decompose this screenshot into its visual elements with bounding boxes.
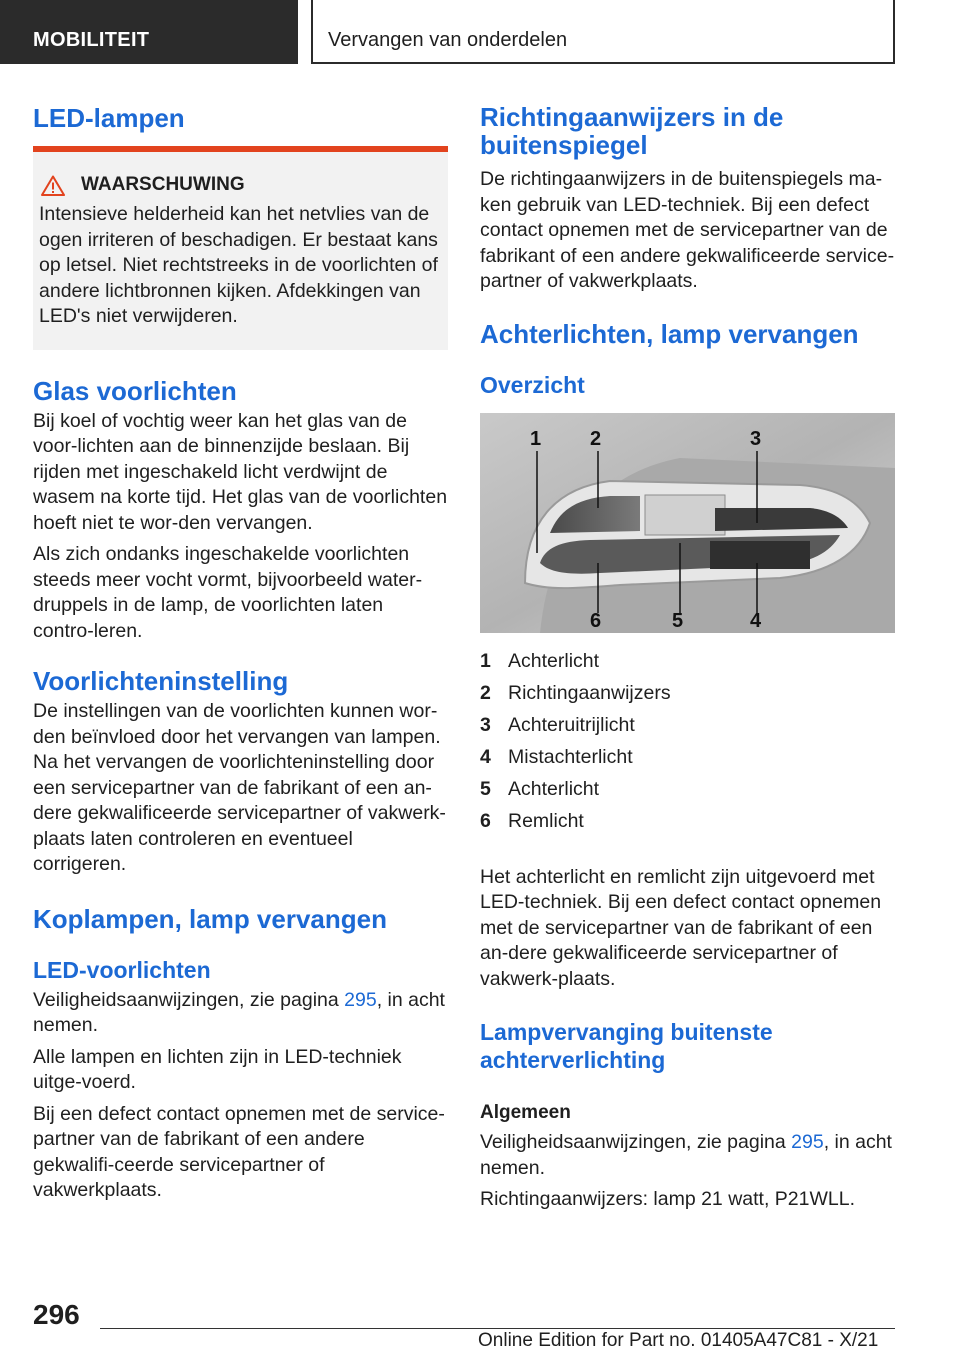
lamp-turn-signal <box>645 495 725 535</box>
legend-label: Achterlicht <box>508 649 600 672</box>
heading-achterlichten: Achterlichten, lamp vervangen <box>480 318 859 349</box>
legend-label: Richtingaanwijzers <box>508 681 671 704</box>
footer-divider <box>100 1328 895 1329</box>
safety-prefix: Veiligheidsaanwijzingen, zie pagina <box>480 1131 792 1153</box>
legend-number: 3 <box>480 713 491 736</box>
legend-item <box>480 709 895 741</box>
edition-text: Online Edition for Part no. 01405A47C81 - X/21 <box>478 1330 879 1351</box>
warning-title <box>39 174 438 196</box>
figure-legend <box>480 645 895 837</box>
right-column <box>480 100 895 1213</box>
paragraph-achterlicht: Het achterlicht en remlicht zijn uitgevoerd met LED-techniek. Bij een defect contact opnemen met de servicepartner van de fabrikant of een an-dere gekwalificeerde servicepartner of vakwerk-plaats. <box>480 865 882 990</box>
legend-label: Achteruitrijlicht <box>508 713 635 736</box>
paragraph-glas-1: Bij koel of vochtig weer kan het glas van de voor-lichten aan de binnenzijde beslaan. Bij rijden met ingeschakeld licht verdwijnt de wasem na korte tijd. Het glas van de voorlichten hoeft niet te wor-den vervangen. <box>33 409 448 534</box>
page-link-295[interactable]: 295 <box>791 1131 824 1153</box>
figure-label-2: 2 <box>590 427 602 450</box>
paragraph-glas-2: Als zich ondanks ingeschakelde voorlichten steeds meer vocht vormt, bijvoorbeeld water-druppels in de lamp, de voorlichten laten contro-leren. <box>33 543 423 642</box>
paragraph-lamp-spec: Richtingaanwijzers: lamp 21 watt, P21WLL. <box>480 1188 856 1210</box>
heading-glas-voorlichten: Glas voorlichten <box>33 375 237 406</box>
heading-led-lampen: LED-lampen <box>33 103 185 133</box>
warning-text: Intensieve helderheid kan het netvlies van de ogen irriteren of beschadigen. Er bestaat kans op letsel. Niet rechtstreeks in de voorlichten of andere lichtbronnen kijken. Afdekkingen van LED's niet verwijderen. <box>39 203 438 327</box>
warning-icon <box>41 175 65 196</box>
figure-label-6: 6 <box>590 609 602 632</box>
lamp-fog <box>710 541 810 569</box>
paragraph-instelling: De instellingen van de voorlichten kunnen wor-den beïnvloed door het vervangen van lampen. Na het vervangen de voorlichteninstelling door een servicepartner van de fabrikant of een an-dere gekwalificeerde servicepartner of vakwerk-plaats laten controleren en eventueel corrigeren. <box>33 700 446 875</box>
page-number: 296 <box>33 1299 80 1330</box>
heading-lampvervanging: Lampvervanging buitenste achterverlichting <box>480 1019 773 1073</box>
legend-item <box>480 645 895 677</box>
warning-title-text: WAARSCHUWING <box>81 174 245 195</box>
heading-richtingaanwijzers: Richtingaanwijzers in de buitenspiegel <box>480 102 784 160</box>
figure-label-4: 4 <box>750 609 762 632</box>
figure-label-3: 3 <box>750 427 762 450</box>
legend-number: 4 <box>480 745 491 768</box>
heading-algemeen: Algemeen <box>480 1102 571 1123</box>
safety-prefix: Veiligheidsaanwijzingen, zie pagina <box>33 988 345 1011</box>
figure-label-5: 5 <box>672 609 684 632</box>
legend-item <box>480 773 895 805</box>
heading-voorlichteninstelling: Voorlichteninstelling <box>33 666 289 696</box>
safety-suffix: , in acht nemen. <box>33 988 445 1036</box>
paragraph-alle-lampen: Alle lampen en lichten zijn in LED-techniek uitge-voerd. <box>33 1045 402 1093</box>
page-header <box>0 0 960 66</box>
legend-item <box>480 741 895 773</box>
safety-suffix: , in acht nemen. <box>480 1131 892 1179</box>
heading-overzicht: Overzicht <box>480 371 585 398</box>
legend-label: Achterlicht <box>508 777 600 800</box>
warning-box <box>33 146 448 350</box>
legend-number: 2 <box>480 681 491 704</box>
legend-number: 5 <box>480 777 491 800</box>
paragraph-safety-right <box>480 1130 895 1181</box>
figure-label-1: 1 <box>530 427 542 450</box>
legend-label: Remlicht <box>508 809 584 832</box>
legend-number: 1 <box>480 649 491 672</box>
chapter-title: Vervangen van onderdelen <box>311 0 895 64</box>
legend-item <box>480 677 895 709</box>
legend-label: Mistachterlicht <box>508 745 633 768</box>
legend-number: 6 <box>480 809 491 832</box>
page-link-295[interactable]: 295 <box>344 988 377 1011</box>
taillight-figure <box>480 413 895 633</box>
paragraph-safety-left <box>33 988 448 1039</box>
heading-koplampen: Koplampen, lamp vervangen <box>33 903 387 934</box>
legend-item <box>480 805 895 837</box>
paragraph-richtingaanwijzers: De richtingaanwijzers in de buitenspiegels ma-ken gebruik van LED-techniek. Bij een defect contact opnemen met de servicepartner van de fabrikant of een andere gekwalificeerde service-partner of vakwerkplaats. <box>480 168 895 292</box>
heading-led-voorlichten: LED-voorlichten <box>33 956 211 983</box>
section-tab[interactable]: MOBILITEIT <box>0 0 298 64</box>
paragraph-defect: Bij een defect contact opnemen met de service-partner van de fabrikant of een andere gekwalifi-ceerde servicepartner of vakwerkplaats. <box>33 1102 445 1201</box>
left-column <box>33 100 448 1204</box>
